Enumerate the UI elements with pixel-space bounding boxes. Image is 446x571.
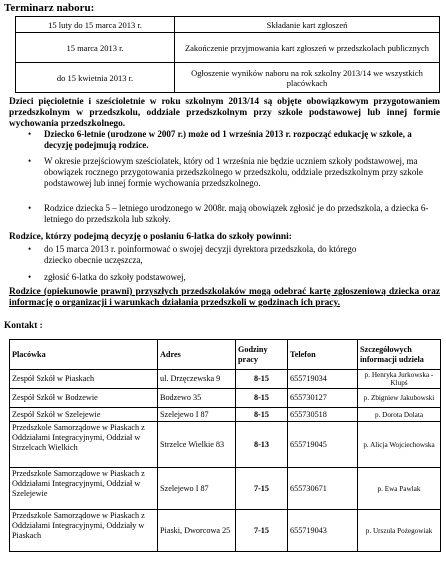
schedule-row — [16, 33, 440, 63]
parents-heading: Rodzice, którzy podejmą decyzję o posłaniu 6-latka do szkoły powinni: — [9, 232, 292, 242]
schedule-row — [16, 17, 440, 33]
table-row — [10, 389, 441, 408]
cell-hours: 7-15 — [236, 468, 288, 510]
cell-name: Przedszkole Samorządowe w Piaskach z Oddziałami Integracyjnymi, Oddział w Strzelcach Wielkich — [10, 422, 158, 468]
cell-hours: 8-15 — [236, 370, 288, 389]
table-row — [10, 422, 441, 468]
column-header-address: Adres — [158, 340, 236, 370]
column-header-name: Placówka — [10, 340, 158, 370]
cell-hours: 8-13 — [236, 422, 288, 468]
cell-phone: 655730518 — [288, 408, 358, 422]
cell-address: Strzelce Wielkie 83 — [158, 422, 236, 468]
bullet-icon: • — [28, 203, 32, 213]
cell-phone: 655719043 — [288, 510, 358, 552]
table-row — [10, 510, 441, 552]
schedule-date: do 15 kwietnia 2013 r. — [16, 63, 175, 93]
list-item-text: do 15 marca 2013 r. poinformować o swojej decyzji dyrektora przedszkola, do którego dziecko obecnie uczęszcza, — [44, 244, 357, 265]
column-header-phone: Telefon — [288, 340, 358, 370]
list-item-text: zgłosić 6-latka do szkoły podstawowej, — [44, 272, 186, 282]
cell-person: p. Urszula Pożegowiak — [358, 510, 441, 552]
cell-phone: 655719034 — [288, 370, 358, 389]
intro-paragraph: Dzieci pięcioletnie i sześcioletnie w roku szkolnym 2013/14 są objęte obowiązkowym przygotowaniem przedszkolnym w przedszkolu, oddziale przedszkolnym przy szkole podstawowej lub innej formie wychowania przedszkolnego. — [9, 97, 440, 129]
contacts-table — [9, 339, 441, 552]
cell-person: p. Zbigniew Jakubowski — [358, 389, 441, 408]
cell-name: Zespół Szkół w Bodzewie — [10, 389, 158, 408]
cell-address: Szelejewo I 87 — [158, 468, 236, 510]
list-item-text: W okresie przejściowym sześciolatek, który od 1 września nie będzie uczniem szkoły podstawowej, ma obowiązek rocznego przygotowania przedszkolnego w przedszkolu, oddziale przedszkolnym przy szkole podstawowej lub innej formie wychowania przedszkolnego. — [44, 156, 423, 188]
cell-hours: 8-15 — [236, 389, 288, 408]
table-row — [10, 408, 441, 422]
bullet-icon: • — [28, 129, 32, 139]
schedule-date: 15 marca 2013 r. — [16, 33, 175, 63]
cell-address: Szelejewo I 87 — [158, 408, 236, 422]
cell-name: Zespół Szkół w Szelejewie — [10, 408, 158, 422]
cell-phone: 655719045 — [288, 422, 358, 468]
cell-address: ul. Drzęczewska 9 — [158, 370, 236, 389]
collect-note: Rodzice (opiekunowie prawni) przyszłych przedszkolaków mogą odebrać kartę zgłoszeniową dziecka oraz informację o organizacji i warunkach działania przedszkoli w godzinach ich pracy. — [9, 287, 440, 308]
schedule-table — [15, 16, 440, 93]
cell-hours: 8-15 — [236, 408, 288, 422]
cell-name: Przedszkole Samorządowe w Piaskach z Oddziałami Integracyjnymi, Oddział w Szelejewie — [10, 468, 158, 510]
cell-address: Bodzewo 35 — [158, 389, 236, 408]
column-header-hours: Godziny pracy — [236, 340, 288, 370]
contacts-label: Kontakt : — [4, 321, 43, 331]
section-title: Terminarz naboru: — [4, 2, 95, 14]
schedule-date: 15 luty do 15 marca 2013 r. — [16, 17, 175, 33]
table-header-row — [10, 340, 441, 370]
cell-name: Zespół Szkół w Piaskach — [10, 370, 158, 389]
cell-person: p. Alicja Wojciechowska — [358, 422, 441, 468]
table-row — [10, 468, 441, 510]
cell-person: p. Henryka Jurkowska - Klupś — [358, 370, 441, 389]
bullet-icon: • — [28, 244, 32, 254]
schedule-row — [16, 63, 440, 93]
cell-phone: 655730671 — [288, 468, 358, 510]
cell-person: p. Ewa Pawlak — [358, 468, 441, 510]
schedule-event: Składanie kart zgłoszeń — [175, 17, 440, 33]
bullet-icon: • — [28, 156, 32, 166]
list-item-text: Dziecko 6-letnie (urodzone w 2007 r.) może od 1 września 2013 r. rozpocząć edukację w szkole, a decyzję podejmują rodzice. — [44, 129, 412, 150]
cell-name: Przedszkole Samorządowe w Piaskach z Oddziałami Integracyjnymi, Oddziały w Piaskach — [10, 510, 158, 552]
list-item-text: Rodzice dziecka 5 – letniego urodzonego w 2008r. mają obowiązek zgłosić je do przedszkola, a dziecka 6-letniego do przedszkola lub szkoły. — [44, 203, 429, 224]
cell-hours: 7-15 — [236, 510, 288, 552]
cell-address: Piaski, Dworcowa 25 — [158, 510, 236, 552]
cell-person: p. Dorota Dolata — [358, 408, 441, 422]
schedule-event: Ogłoszenie wyników naboru na rok szkolny 2013/14 we wszystkich placówkach — [175, 63, 440, 93]
bullet-icon: • — [28, 272, 32, 282]
cell-phone: 655730127 — [288, 389, 358, 408]
schedule-event: Zakończenie przyjmowania kart zgłoszeń w przedszkolach publicznych — [175, 33, 440, 63]
table-row — [10, 370, 441, 389]
column-header-details: Szczegółowych informacji udziela — [358, 340, 441, 370]
